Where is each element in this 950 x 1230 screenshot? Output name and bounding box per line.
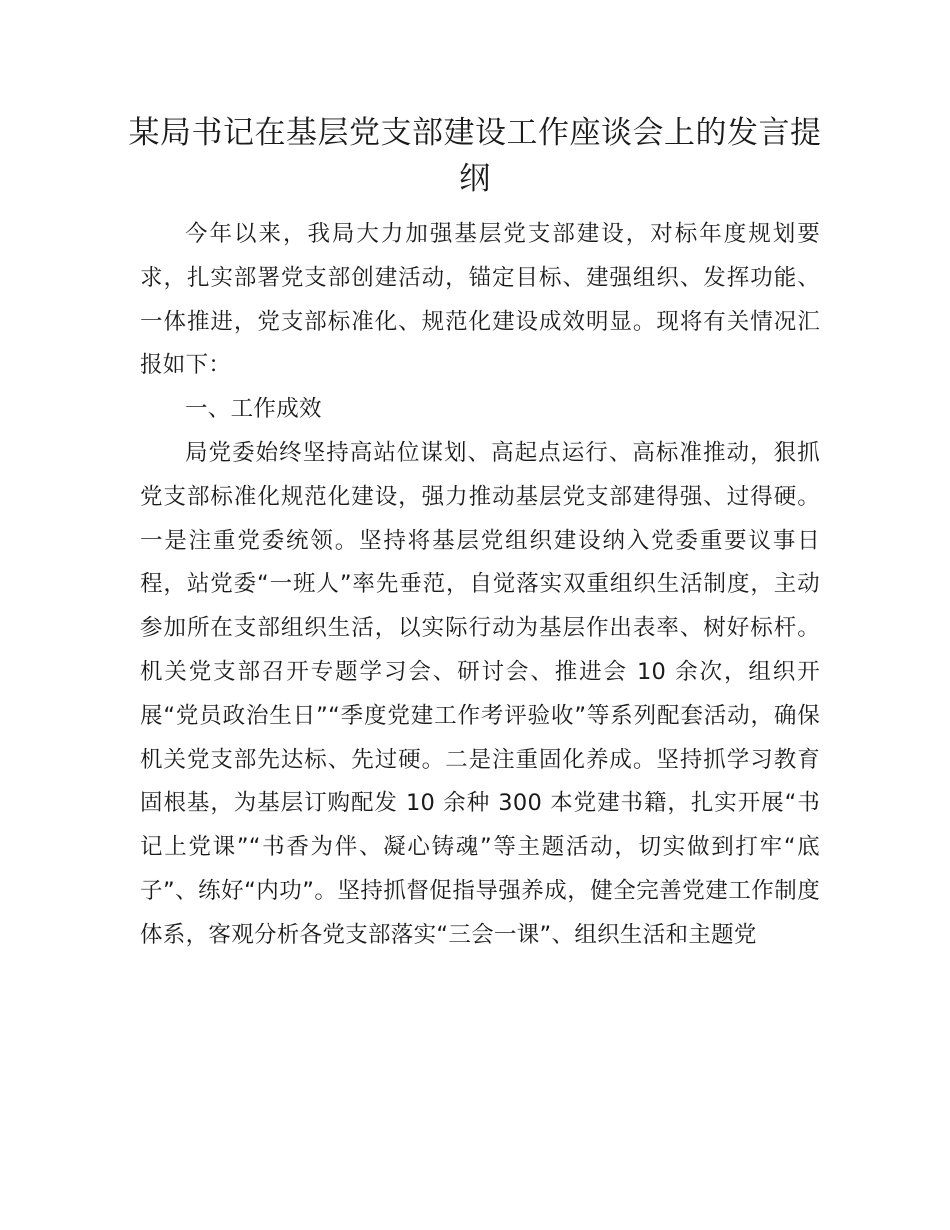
document-body: [140, 213, 820, 958]
section-heading: 一、工作成效: [185, 396, 322, 423]
intro-paragraph: 今年以来，我局大力加强基层党支部建设，对标年度规划要求，扎实部署党支部创建活动，锚定目标、建强组织、发挥功能、一体推进，党支部标准化、规范化建设成效明显。现将有关情况汇报如下：: [140, 221, 820, 379]
document-title: 某局书记在基层党支部建设工作座谈会上的发言提纲: [128, 115, 822, 197]
body-paragraph: 局党委始终坚持高站位谋划、高起点运行、高标准推动，狠抓党支部标准化规范化建设，强力推动基层党支部建得强、过得硬。一是注重党委统领。坚持将基层党组织建设纳入党委重要议事日程，站党委“一班人”率先垂范，自觉落实双重组织生活制度，主动参加所在支部组织生活，以实际行动为基层作出表率、树好标杆。机关党支部召开专题学习会、研讨会、推进会 10 余次，组织开展“党员政治生日”“季度党建工作考评验收”等系列配套活动，确保机关党支部先达标、先过硬。二是注重固化养成。坚持抓学习教育固根基，为基层订购配发 10 余种 300 本党建书籍，扎实开展“书记上党课”“书香为伴、凝心铸魂”等主题活动，切实做到打牢“底子”、练好“内功”。坚持抓督促指导强养成，健全完善党建工作制度体系，客观分析各党支部落实“三会一课”、组织生活和主题党: [140, 439, 820, 948]
